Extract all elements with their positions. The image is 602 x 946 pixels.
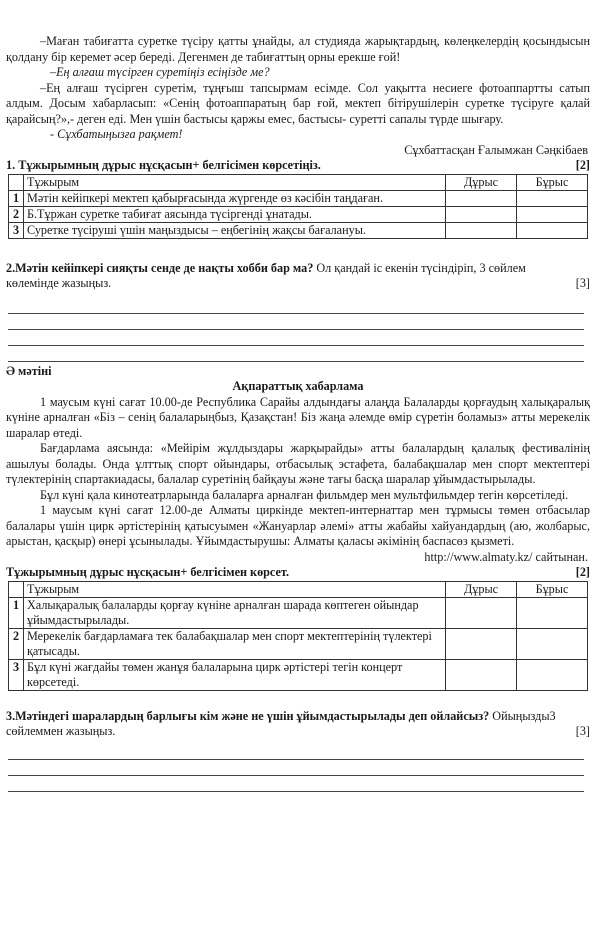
task4-question bbox=[6, 709, 590, 740]
header-false: Бұрыс bbox=[517, 581, 588, 597]
info-paragraph-1: 1 маусым күні сағат 10.00-де Республика Сарайы алдындағы алаңда Балаларды қорғаудың халықаралық күніне арналған «Біз – сенің балаларыңбыз, Қазақстан! Біз жаңа әлемде өмір сүретін боламыз» атты мерекелік шаралар өтеді. bbox=[6, 394, 590, 440]
table-row bbox=[9, 190, 588, 206]
source-link: http://www.almaty.kz/ сайтынан. bbox=[424, 549, 588, 564]
answer-line[interactable] bbox=[8, 776, 584, 792]
task3-score: [2] bbox=[575, 565, 590, 579]
statement-text: Халықаралық балаларды қорғау күніне арналған шарада көптеген ойындар ұйымдастырылады. bbox=[24, 597, 446, 628]
task2-question bbox=[6, 261, 590, 292]
task1-score: [2] bbox=[575, 158, 590, 172]
task3-heading bbox=[6, 565, 590, 581]
statement-text: Суретке түсіруші үшін маңыздысы – еңбегінің жақсы бағалануы. bbox=[24, 222, 446, 238]
interview-paragraph-1: –Маған табиғатта суретке түсіру қатты ұнайды, ал студияда жарықтардың, көлеңкелердің қосындысын қолдану бір керемет әсер береді. Дегенмен де табиғаттың орны ерекше ғой! bbox=[6, 34, 590, 64]
info-paragraph-3: Бұл күні қала кинотеатрларында балаларға арналған фильмдер мен мультфильмдер тегін көрсетіледі. bbox=[40, 487, 569, 502]
answer-line[interactable] bbox=[8, 744, 584, 760]
task3-title: Тұжырымның дұрыс нұсқасын+ белгісімен көрсет. bbox=[6, 565, 290, 579]
row-number: 2 bbox=[9, 206, 24, 222]
interview-thanks: - Сұхбатыңызға рақмет! bbox=[50, 127, 183, 141]
header-true: Дұрыс bbox=[446, 581, 517, 597]
header-statement: Тұжырым bbox=[24, 174, 446, 190]
info-paragraph-4: 1 маусым күні сағат 12.00-де Алматы циркінде мектеп-интернаттар мен тұрмысы төмен отбасылар балалары үшін цирк әртістерінің қатысуымен «Жануарлар әлемі» атты жабайы хайуандардың (аю, жолбарыс, арыстан, қасқыр) өнері ұсынылады. Ұйымдастырушы: Алматы қаласы әкімінің баспасөз қызметі. bbox=[6, 503, 590, 548]
header-false: Бұрыс bbox=[517, 174, 588, 190]
statement-text: Мерекелік бағдарламаға тек балабақшалар мен спорт мектептерінің түлектері қатысады. bbox=[24, 628, 446, 659]
true-answer-cell[interactable] bbox=[446, 659, 517, 690]
false-answer-cell[interactable] bbox=[517, 628, 588, 659]
table-header-row bbox=[9, 581, 588, 597]
answer-line[interactable] bbox=[8, 314, 584, 330]
statement-text: Б.Тұржан суретке табиғат аясында түсіргенді ұнатады. bbox=[24, 206, 446, 222]
row-number: 3 bbox=[9, 659, 24, 690]
statement-text: Мәтін кейіпкері мектеп қабырғасында жүргенде өз кәсібін таңдаған. bbox=[24, 190, 446, 206]
answer-line[interactable] bbox=[8, 330, 584, 346]
interview-question: –Ең алғаш түсірген суретіңіз есіңізде ме? bbox=[50, 65, 270, 79]
header-statement: Тұжырым bbox=[24, 581, 446, 597]
answer-line[interactable] bbox=[8, 760, 584, 776]
row-number: 1 bbox=[9, 597, 24, 628]
answer-line[interactable] bbox=[8, 298, 584, 314]
true-answer-cell[interactable] bbox=[446, 206, 517, 222]
interview-author: Сұхбаттасқан Ғалымжан Сәңкібаев bbox=[404, 142, 588, 157]
task3-table bbox=[8, 581, 588, 691]
task2-bold: 2.Мәтін кейіпкері сияқты сенде де нақты хобби бар ма? bbox=[6, 260, 314, 275]
true-answer-cell[interactable] bbox=[446, 628, 517, 659]
task4-rest: Ойыңызды3 сөйлеммен жазыңыз. bbox=[6, 708, 556, 738]
table-row bbox=[9, 206, 588, 222]
false-answer-cell[interactable] bbox=[517, 206, 588, 222]
table-row bbox=[9, 659, 588, 690]
false-answer-cell[interactable] bbox=[517, 659, 588, 690]
table-row bbox=[9, 597, 588, 628]
task4-score: [3] bbox=[575, 723, 590, 738]
task4-bold: 3.Мәтіндегі шаралардың барлығы кім және не үшін ұйымдастырылады деп ойлайсыз? bbox=[6, 708, 490, 723]
header-true: Дұрыс bbox=[446, 174, 517, 190]
false-answer-cell[interactable] bbox=[517, 190, 588, 206]
answer-line[interactable] bbox=[8, 346, 584, 362]
false-answer-cell[interactable] bbox=[517, 597, 588, 628]
row-number: 1 bbox=[9, 190, 24, 206]
task1-title: 1. Тұжырымның дұрыс нұсқасын+ белгісімен көрсетіңіз. bbox=[6, 158, 321, 172]
row-number: 3 bbox=[9, 222, 24, 238]
true-answer-cell[interactable] bbox=[446, 222, 517, 238]
task2-rest: Ол қандай іс екенін түсіндіріп, 3 сөйлем көлемінде жазыңыз. bbox=[6, 260, 526, 290]
table-header-row bbox=[9, 174, 588, 190]
table-row bbox=[9, 222, 588, 238]
false-answer-cell[interactable] bbox=[517, 222, 588, 238]
true-answer-cell[interactable] bbox=[446, 190, 517, 206]
text-label: Ә мәтіні bbox=[6, 363, 52, 378]
info-paragraph-2: Бағдарлама аясында: «Мейірім жұлдыздары жарқырайды» атты балалардың қалалық фестивалінің ашылуы болады. Онда ұлттық спорт ойындары, отбасылық эстафета, балабақшалар мен спорт мектептері түлектерінің спартакиадасы, балалар суретінің байқауы және тағы басқа шаралар ұйымдастырылады. bbox=[6, 441, 590, 486]
row-number: 2 bbox=[9, 628, 24, 659]
task1-table bbox=[8, 174, 588, 239]
statement-text: Бұл күні жағдайы төмен жанұя балаларына цирк әртістері тегін концерт көрсетеді. bbox=[24, 659, 446, 690]
interview-paragraph-2: –Ең алғаш түсірген суретім, тұңғыш тапсырмам есімде. Сол уақытта несиеге фотоаппартты сатып алдым. Досым хабарласып: «Сенің фотоаппаратың бар ғой, мектеп бітірушілерін суретке түсіруге қалай қарайсың?»,- деген еді. Мен үшін бастысы қаржы емес, бастысы- суретті сапалы түрде шығару. bbox=[6, 80, 590, 126]
text-title: Ақпараттық хабарлама bbox=[232, 379, 364, 393]
table-row bbox=[9, 628, 588, 659]
task2-score: [3] bbox=[575, 275, 590, 290]
task1-heading bbox=[6, 158, 590, 174]
true-answer-cell[interactable] bbox=[446, 597, 517, 628]
